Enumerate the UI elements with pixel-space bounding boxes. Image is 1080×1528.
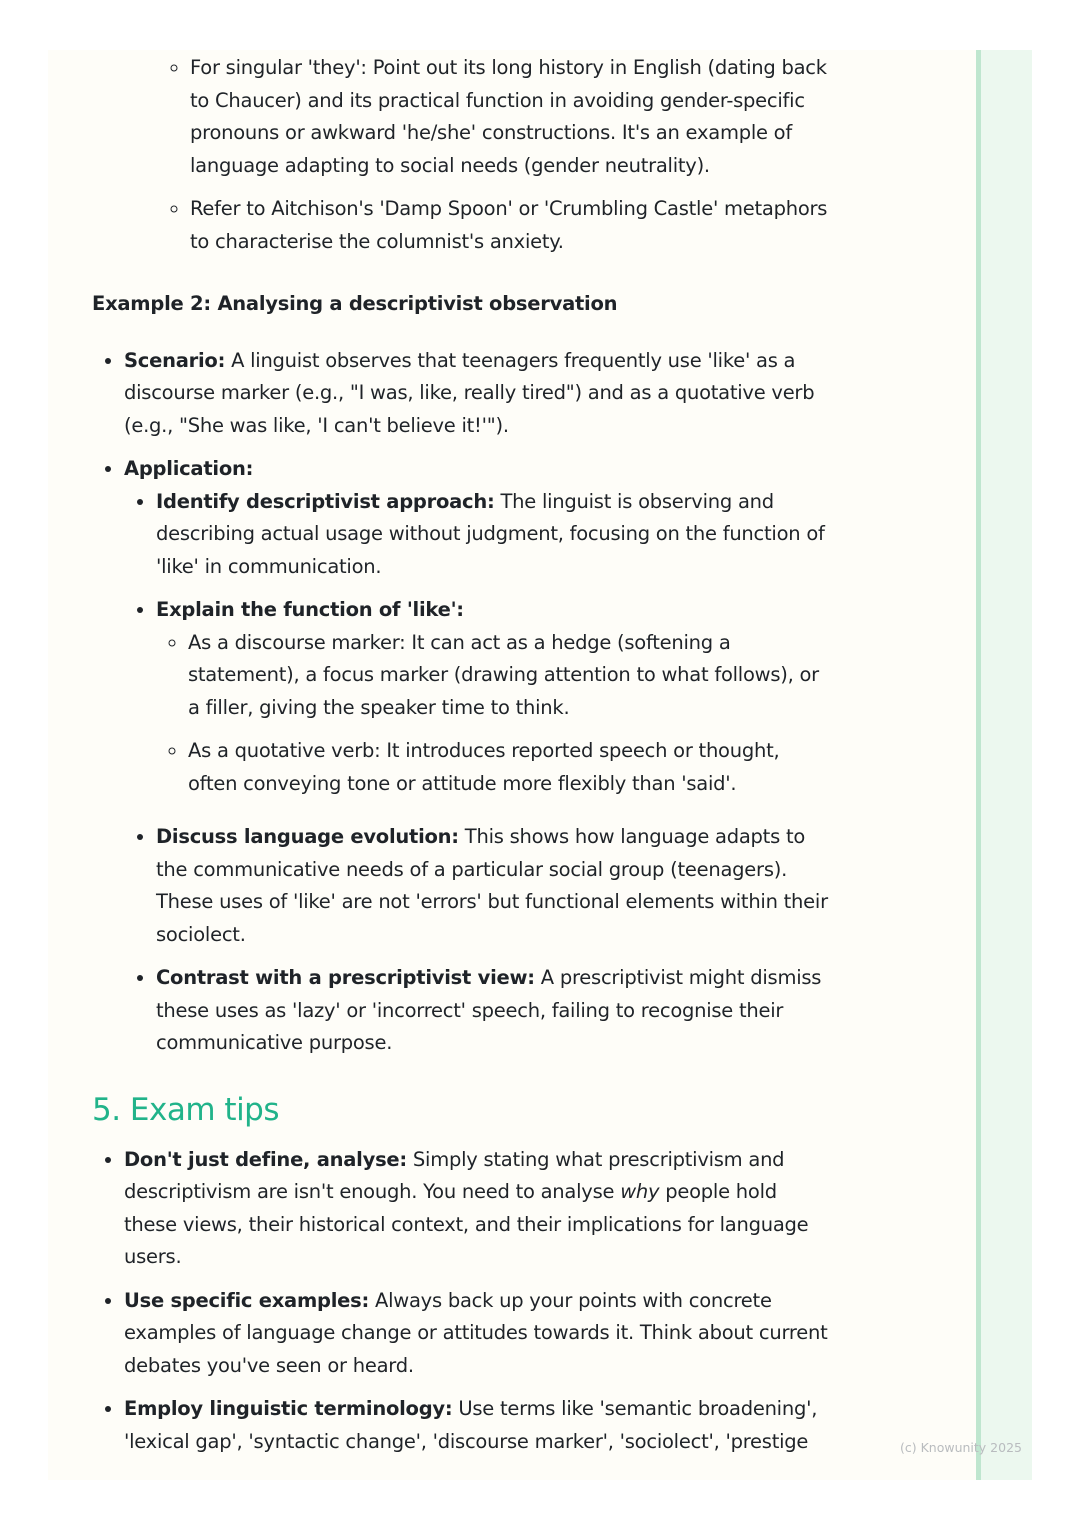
list-item: ◦ For singular 'they': Point out its long history in English (dating back to Chaucer) and its practical function in avoiding gender-specific pronouns or awkward 'he/she' constructions. It's an example of language adapting to social needs (gender neutrality). xyxy=(190,52,832,182)
list-item: ◦ Refer to Aitchison's 'Damp Spoon' or 'Crumbling Castle' metaphors to characterise the columnist's anxiety. xyxy=(190,193,832,258)
list-item: ◦ As a discourse marker: It can act as a hedge (softening a statement), a focus marker (drawing attention to what follows), or a filler, giving the speaker time to think. xyxy=(188,627,832,725)
tip-item: • Don't just define, analyse: Simply stating what prescriptivism and descriptivism are isn't enough. You need to analyse why people hold these views, their historical context, and their implications for language users. xyxy=(124,1144,832,1274)
tip-item: • Employ linguistic terminology: Use terms like 'semantic broadening', 'lexical gap', 'syntactic change', 'discourse marker', 'sociolect', 'prestige xyxy=(124,1393,832,1458)
section-heading-exam-tips: 5. Exam tips xyxy=(92,1091,280,1128)
discuss-item: • Discuss language evolution: This shows how language adapts to the communicative needs of a particular social group (teenagers). These uses of 'like' are not 'errors' but functional elements within their sociolect. xyxy=(156,821,832,951)
scenario-label: Scenario: xyxy=(124,348,226,372)
explain-sub-list xyxy=(156,627,832,801)
document-content xyxy=(92,52,832,1469)
application-label: Application: xyxy=(124,457,254,480)
top-sub-list xyxy=(158,52,832,258)
scenario-text: A linguist observes that teenagers frequently use 'like' as a discourse marker (e.g., "I was, like, really tired") and as a quotative verb (e.g., "She was like, 'I can't believe it!'"). xyxy=(124,348,815,437)
example-2-heading: Example 2: Analysing a descriptivist observation xyxy=(92,292,618,315)
scenario-item xyxy=(124,345,832,443)
right-margin-strip xyxy=(976,50,1032,1480)
identify-item: • Identify descriptivist approach: The linguist is observing and describing actual usage without judgment, focusing on the function of 'like' in communication. xyxy=(156,486,832,584)
contrast-item: • Contrast with a prescriptivist view: A prescriptivist might dismiss these uses as 'lazy' or 'incorrect' speech, failing to recognise their communicative purpose. xyxy=(156,962,832,1060)
explain-item: • Explain the function of 'like': ◦ As a discourse marker: It can act as a hedge (softening a statement), a focus marker (drawing attention to what follows), or a filler, giving the speaker time to think. ◦ As a quotative verb: It introduces reported speech or thought, often conveying tone or attitude more flexibly than 'said'. xyxy=(156,594,832,800)
example-2-list xyxy=(92,345,832,1060)
copyright-notice: (c) Knowunity 2025 xyxy=(900,1440,1022,1455)
tip-item: • Use specific examples: Always back up your points with concrete examples of language change or attitudes towards it. Think about current debates you've seen or heard. xyxy=(124,1285,832,1383)
application-sub-list xyxy=(124,486,832,1060)
application-item xyxy=(124,453,832,1060)
list-item: ◦ As a quotative verb: It introduces reported speech or thought, often conveying tone or attitude more flexibly than 'said'. xyxy=(188,735,832,800)
exam-tips-list xyxy=(92,1144,832,1459)
